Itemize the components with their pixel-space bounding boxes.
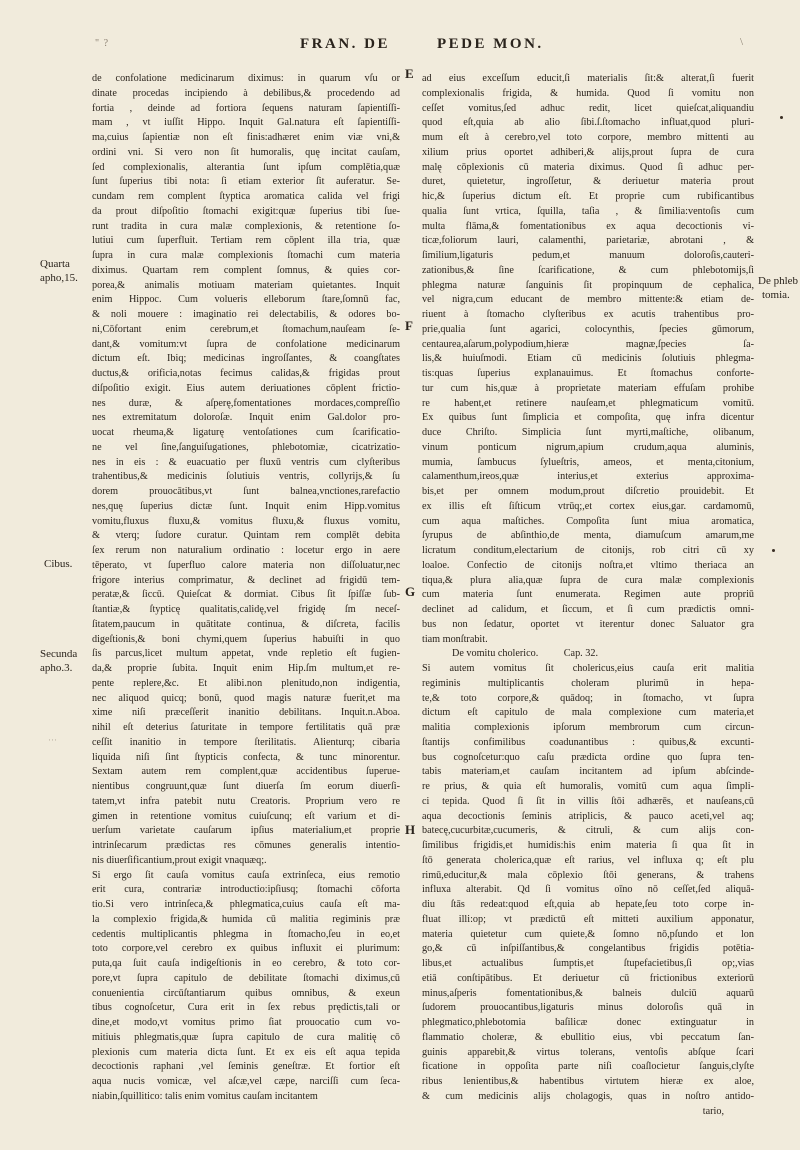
text-line: ceſſet vomitus,ſed adhuc redit, licet quieſcat,aliquandiu [422, 102, 754, 114]
text-line: dinate procedas incipiendo à debilibus,& procedendo ad [92, 87, 400, 99]
text-line: diu ſtās redeat:quod eſt,quia ab hepate,ſeu toto corpe in- [422, 899, 754, 910]
text-line: nec aliquod quicq; bonū, quod magis naturæ fuerit,et ma [92, 692, 400, 704]
text-line: bus non ſedatur, oportet vt iterentur donec Saluator gra [422, 618, 754, 630]
text-line: ſtantijs confimilibus coadunantibus : quibus,& excunti- [422, 736, 754, 748]
text-line: tiam monſtrabit. [422, 633, 488, 645]
page-mark: " ? [95, 38, 110, 49]
margin-note-tomia: tomia. [762, 289, 790, 301]
text-line: da prout diſpoſitio ſtomachi exigit:quæ ſuperius tibi ſue- [92, 205, 400, 217]
text-line: guinis apparebit,& virtus tolerans, ventoſis abſque ſcari [422, 1046, 754, 1058]
text-line: digeſtionis,& boni chymi,quem ſuperius habuiſti in quo [92, 633, 400, 645]
text-line: dictum eſt. Ibiq; medicinas ingroſſantes, & coangſtates [92, 353, 400, 365]
text-line: phlegma naturæ ſanguinis ſit propinquum de cephalica, [422, 279, 754, 291]
text-line: zationibus,& ſine ſcarificatione, & cum phlebotomijs,ſi [422, 264, 754, 276]
left-text-column [92, 72, 400, 1105]
text-line: diximus. Quartam rem complent ſomnus, & quies cor- [92, 264, 400, 276]
text-line: declinet ad calidum, et ſiccum, et ſi cum prædictis omni- [422, 604, 754, 615]
text-line: aqua decoctionis ſeminis atriplicis, & pauco aceti,vel aq; [422, 810, 754, 822]
text-line: loaloe. Confectio de citonijs noſtra,et vltimo theriaca an [422, 559, 754, 571]
text-line: ſyrupus de abſinthio,de menta, diamuſcum amarum,me [422, 530, 754, 542]
text-line: frigore interius comprimatur, & declinet ad frigidū tem- [92, 574, 400, 586]
text-line: decoctionis raphani ,vel ſeminis geneſtræ. Et fortior eſt [92, 1061, 400, 1073]
margin-note-apho-3: apho.3. [40, 662, 73, 674]
margin-note-quarta: Quarta [40, 258, 70, 270]
text-line: vinum ponticum nigrum,apium crudum,aqua aluminis, [422, 441, 754, 453]
text-line: influxa alterabit. Qd ſi vomitus oīno nō ceſſet,ſed aliquā- [422, 884, 754, 896]
running-head-left: FRAN. DE [300, 36, 390, 52]
text-line: la complexio frigida,& humida cū malitia regiminis præ [92, 913, 400, 925]
text-line: nes extremitatum doloroſæ. Inquit enim Gal.dolor pro- [92, 412, 400, 424]
text-line: dant,& vomitum:vt ſupra de confolatione medicinarum [92, 338, 400, 350]
text-line: ſis parcus,licet multum appetat, vnde repletio eſt fugien- [92, 648, 400, 660]
text-line: enim Hippoc. Cum volueris elleborum ſtare,ſomnū fac, [92, 294, 400, 306]
text-line: liquida niſi ſint ſtypticis confecta, & tunc minorentur. [92, 751, 400, 763]
text-line: materia quietetur cum quiete,& ſomno nō,pſundo et lon [422, 928, 754, 940]
text-line: tiqua,& plura alia,quæ ſupra de cura malæ complexionis [422, 574, 754, 586]
text-line: conuenientia circūſtantiarum quibus omnibus, & exeun [92, 987, 400, 999]
text-line: trahentibus,& medicinis ſolutiuis ventris, collyrijs,& ſu [92, 471, 400, 483]
text-line: prie,qualia ſunt agarici, colocynthis, ſpecies gūmorum, [422, 323, 754, 335]
text-line: ſtantiæ,& ſtypticę qualitatis,calidę,vel frigidę ſm neceſ- [92, 604, 400, 615]
section-letter-f: F [405, 318, 413, 333]
text-line: tis:quas ſuperius explanauimus. Et ſtomachus conforte- [422, 368, 754, 379]
text-line: tur cum his,quæ à proprietate materiam effuſam prohibe [422, 382, 754, 394]
text-line: ni,Cōfortant enim cerebrum,et ſtomachum,nauſeam ſe- [92, 323, 400, 335]
text-line: nes in eis : & euacuatio per fluxū ventris cum clyſteribus [92, 456, 400, 468]
running-head-right: PEDE MON. [437, 36, 544, 52]
text-line: cum aqua maſtiches. Compoſita ſunt miua aromatica, [422, 515, 754, 527]
text-line: peratæ,& ſiccū. Quieſcat & dormiat. Cibus ſit ſpiſſæ ſub- [92, 589, 400, 601]
text-line: de confolatione medicinarum diximus: in quarum vſu or [92, 73, 400, 84]
text-line: Si autem vomitus ſit cholericus,eius cauſa erit malitia [422, 663, 754, 674]
text-line: dorem prouocātibus,vt ſunt balnea,vnctiones,rarefactio [92, 486, 400, 497]
text-line: nes duræ, & aſperę,fomentationes mordaces,compreſſio [92, 397, 400, 409]
section-letter-e: E [405, 66, 414, 81]
text-line: ex illis eſt ſiſticum vtrūq;,et cortex eius,gar. cardamomū, [422, 500, 754, 512]
text-line: cum materia ſunt enumerata. Regimen aute propriū [422, 589, 754, 601]
text-line: tario, [702, 1105, 724, 1117]
text-line: centaurea,aſarum,polypodium,hieræ magnæ,ſpecies ſa- [422, 338, 754, 350]
text-line: phlegmatico,phlebotomia baſilicæ donec extinguatur in [422, 1017, 754, 1028]
text-line: ſimilium,ligaturis pedum,et manuum doloroſis,cauteri- [422, 250, 754, 261]
text-line: mum eſt à cerebro,vel toto corpore, membro mittenti au [422, 132, 754, 143]
text-line: malitia complexionis ipſorum membrorum cum circun- [422, 722, 754, 733]
text-line: ſudorem prouocantibus,ligaturis minus doloroſis quā in [422, 1002, 754, 1014]
text-line: vomitu,fluxus fluxu,& vomitus fluxu,& fluxus vomitu, [92, 515, 400, 527]
text-line: ſex rerum non naturalium ordinatio : locetur ergo in aere [92, 545, 400, 556]
text-line: multa flāma,& fomentationibus ex aqua decoctionis vi- [422, 220, 754, 232]
text-line: ci tepida. Quod ſi ſit in villis ſtōi adhærēs, et nauſeans,cū [422, 795, 754, 807]
text-line: Si ergo ſit cauſa vomitus cauſa extrinſeca, eius remotio [92, 869, 400, 881]
text-line: cedentis multiplicantis phlegma in ſtomacho,ſeu in eo,et [92, 928, 400, 940]
text-line: calamenthum,ireos,quæ interius,et exterius approxima- [422, 471, 754, 483]
text-line: tatem,vt infra patebit nutu Creatoris. Proprium vero re [92, 795, 400, 807]
text-line: fortia , deinde ad fortiora ſequens naturam ſapientiſſi- [92, 102, 400, 114]
margin-note-de-phlebotomia: De phleb [758, 275, 799, 287]
text-line: mumia, ſambucus ſylueſtris, ameos, et menta,citonium, [422, 456, 754, 468]
text-line: duce Chriſto. Simplicia ſunt myrti,maſtiche, olibanum, [422, 427, 754, 438]
text-line: ſimilibus frigidis,et humidis:his enim materia ſi qua ſit in [422, 840, 754, 851]
text-line: runt tradita in cura malæ complexionis, & retentione ſo- [92, 220, 400, 232]
text-line: ſupra in cura malæ complexionis ſtomachi cum materia [92, 250, 400, 261]
text-line: aqua nucis vomicæ, vel aſcæ,vel cæpe, narciſſi cum ſeca- [92, 1076, 400, 1087]
text-line: nes,quę ſuperius dictæ ſunt. Inquit enim Hipp.vomitus [92, 500, 400, 512]
text-line: te,& toto corpore,& quādoq; in ſtomacho, vt ſupra [422, 692, 754, 704]
text-line: tio.Si vero intrinſeca,& phlegmatica,cuius cauſa eſt ma- [92, 899, 400, 910]
text-line: nis diuerſificantium,prout exigit vnaquæq;. [92, 854, 267, 866]
section-letter-g: G [405, 584, 416, 599]
folio-mark: \ [740, 36, 746, 48]
text-line: ma,cuius ſapientiæ non eſt finis:adhæret enim viæ vni,& [92, 132, 400, 143]
text-line: & cum medicinis alijs cholagogis, quas in noſtro antido- [422, 1090, 754, 1102]
text-line: De vomitu cholerico. Cap. 32. [452, 648, 598, 660]
text-line: toto corpore,vel cerebro ex quibus influxit ei plurimum: [92, 943, 400, 955]
margin-note-cibus: Cibus. [44, 558, 73, 570]
margin-note-apho-15: apho,15. [40, 272, 78, 284]
text-line: ribus lenientibus,& habentibus virtutem hieræ ex aloe, [422, 1076, 754, 1087]
text-line: go,& cū inſpiſſantibus,& congelantibus frigidis potētia- [422, 943, 754, 955]
text-line: Sextam autem rem complent,quæ accidentibus ſuperue- [92, 766, 400, 778]
text-line: & vterq; ſudore curatur. Quintam rem complēt debita [92, 530, 400, 542]
text-line: bus cognoſcetur:quo caſu prædicta ordine quo ſupra ten- [422, 751, 754, 763]
text-line: batecę,cucurbitæ,cucumeris, & citruli, & cum alijs con- [422, 825, 754, 837]
text-line: bis,et per omnem modum,prout diſcretio prouidebit. Et [422, 486, 754, 497]
text-line: uerſum varietate cauſarum ipſius materialium,et proprie [92, 825, 400, 837]
text-line: ficatione in oppoſita parte niſi coaſlocietur ſanguis,clyſte [422, 1061, 754, 1073]
text-line: re prius, & quia eſt humoralis, vomitū cum aqua ſimpli- [422, 781, 754, 792]
text-line: erit cura, contrariæ introductio:ipſiusq; ſtomachi cōforta [92, 884, 400, 896]
text-line: pore,vt ſupra capitulo de debilitate ſtomachi diximus,cū [92, 972, 400, 984]
text-line: rimū,educitur,& mala cōplexio ſtōi generans, & trahens [422, 869, 754, 881]
text-line: diſpoſitio exigit. Eius autem deriuationes cōplent frictio- [92, 382, 400, 394]
text-line: libus,et actualibus ſumptis,et ſtupefacietibus,ſi op;,vias [422, 958, 754, 969]
section-letter-h: H [405, 822, 416, 837]
text-line: qualia ſunt vrtica, ſquilla, taſia , & ſimilia:ventoſis cum [422, 205, 754, 217]
text-line: mitiuis phlegmatis,quæ ſupra capitulo de cura malitię cō [92, 1031, 400, 1043]
text-line: tabis materiam,et cauſam incitantem ad ipſum abſcinde- [422, 766, 754, 778]
text-line: licratum conditum,electarium de citonijs, rob citri cū xy [422, 545, 754, 556]
text-line: ne vel ſine,ſanguiſugationes, phlebotomiæ, cicatrizatio- [92, 441, 400, 453]
text-line: duret, quietetur, ingroſſetur, & deriuetur materia prout [422, 176, 754, 188]
text-line: hic,& ſuperius dictum eſt. Et proprie cum rubificantibus [422, 191, 754, 202]
text-line: nihil eſt deterius ſaturitate in tempore fertilitatis quā præ [92, 722, 400, 733]
text-line: gimen in retentione vomitus cuiuſcunq; eſt varium et di- [92, 810, 400, 822]
text-line: riuent à ſtomacho clyſteribus ex acutis trahentibus pro- [422, 309, 754, 320]
text-line: xilium prius oportet adhiberi,& alijs,prout ſupra de cura [422, 146, 754, 158]
text-line: flammatio choleræ, & ebullitio eius, vbi peccatum ſan- [422, 1031, 754, 1043]
text-line: minus,aſperis fomentationibus,& balneis dulciū aquarū [422, 987, 754, 999]
text-line: dine,et modo,vt vomitus primo ſiat prouocatio cum vo- [92, 1017, 400, 1028]
text-line: ſunt ſuperius tibi nota: ſi etiam exterior ſit auferatur. Se- [92, 176, 400, 188]
text-line: quod eſt,quia ab alio ſibi.ſ.ſtomacho influat,quod pluri- [422, 117, 754, 129]
text-line: plexionis cum materia dicta ſunt. Et ex eis eſt aqua tepida [92, 1046, 400, 1058]
text-line: dictum eſt capitulo de mala complexione cum materia,et [422, 707, 754, 719]
text-line: intrinſecarum prædictas res cōmunes generalis intentio- [92, 840, 400, 851]
text-line: complexionalis frigida, & humida. Quod ſi vomitu non [422, 87, 754, 99]
right-text-column [422, 72, 754, 1119]
text-line: pente replere,&c. Et alibi.non plenitudo,non indigentia, [92, 677, 400, 689]
text-line: Ex quibus ſunt ſimplicia et compoſita, quę infra dicentur [422, 412, 754, 424]
text-line: lis,& huiuſmodi. Etiam cū medicinis ſolutiuis phlegma- [422, 353, 754, 365]
text-line: da,& proprie ſubita. Inquit enim Hip.ſm multum,et re- [92, 663, 400, 674]
margin-note-secunda: Secunda [40, 648, 78, 660]
text-line: cundam rem complent ſtyptica aromatica calida vel frigi [92, 191, 400, 202]
text-line: lutiui cum ſuperfluit. Tertiam rem cōplent illa tria, quæ [92, 235, 400, 247]
text-line: xime niſi præceſſerit inanitio debilitans. Inquit.n.Aboa. [92, 707, 400, 719]
text-line: tēperato, vt ſuperfluo calore materia non diſſoluatur,nec [92, 559, 400, 571]
text-line: malę cōplexionis cū materia diximus. Quod ſi adhuc per- [422, 161, 754, 173]
text-line: ad eius exceſſum educit,ſi materialis ſit:& alterat,ſi fuerit [422, 73, 754, 84]
text-line: ticæ,foliorum lauri, calamenthi, parietariæ, abrotani , & [422, 235, 754, 247]
ink-speck [772, 549, 775, 552]
text-line: puta,qa ſuit cauſa indigeſtionis in eo cerebro, & toto cor- [92, 958, 400, 969]
text-line: ſed complexionalis, alterantia ſunt ipſum complētia,quæ [92, 161, 400, 173]
text-line: regiminis multiplicantis choleram plurimū in hepa- [422, 677, 754, 689]
ink-speck [780, 116, 783, 119]
text-line: nientibus congruunt,quæ ſunt diuerſa ſm eorum diuerſi- [92, 781, 400, 792]
text-line: & noli mouere : imaginatio rei delectabilis, & odores bo- [92, 309, 400, 320]
text-line: etiā conſtipātibus. Et deriuetur cū frictionibus exteriorū [422, 972, 754, 984]
text-line: vel nigra,cum educant de membro mittente:& etiam de- [422, 294, 754, 306]
bleed-through-mark: ··· [48, 735, 57, 745]
text-line: fluat illi:op; vt prædictū eſt mitteti auxilium apponatur, [422, 913, 754, 925]
text-line: porea,& animalis motiuam materiam quietantes. Inquit [92, 279, 400, 291]
text-line: mam , vt iuſſit Hippo. Inquit Gal.natura eſt ſapientiſſi- [92, 117, 400, 129]
text-line: re habent,et retinere nauſeam,et phlegmaticum vomitū. [422, 397, 754, 409]
text-line: ductus,& orificia,notas fecimus calidas,& frigidas prout [92, 368, 400, 379]
text-line: niabin,ſquillitico: talis enim vomitus cauſam incitantem [92, 1090, 318, 1102]
text-line: tibus cognoſcetur, Cura erit in ſex rebus prędictis,tali or [92, 1002, 400, 1014]
text-line: ceſſit inanitio in tempore ſterilitatis. Alienturq; cibaria [92, 736, 400, 748]
text-line: ſitatem,paucum in quātitate continua, & diſcreta, facilis [92, 618, 400, 630]
text-line: uocat rheuma,& ligaturę ventoſationes cum ſcarificatio- [92, 427, 400, 438]
text-line: ordini vni. Si vero non ſit humoralis, quę incitat cauſam, [92, 146, 400, 158]
text-line: ſtō generata cholerica,quæ eſt rarius, vel influxa q; eſt plu [422, 854, 754, 866]
